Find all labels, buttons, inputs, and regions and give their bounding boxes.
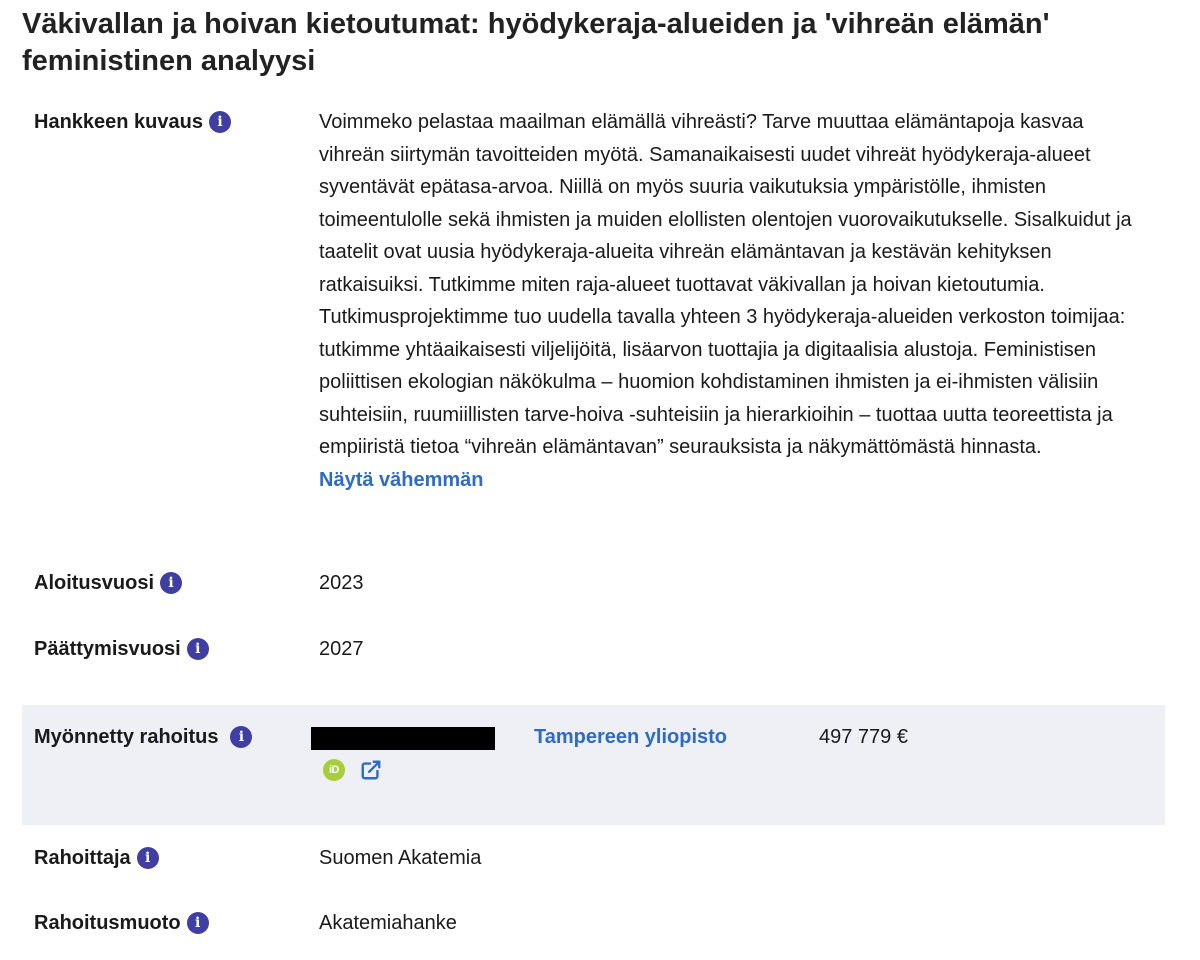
info-icon[interactable]: i [137,847,159,869]
funding-type-label [34,911,209,935]
end-year-value: 2027 [319,638,364,660]
start-year-label [34,571,182,595]
funder-label-text: Rahoittaja [34,847,131,869]
page-title: Väkivallan ja hoivan kietoutumat: hyödykeraja-alueiden ja 'vihreän elämän' feministinen analyysi [22,8,1050,77]
external-link-icon[interactable] [360,759,382,781]
description-label [34,110,231,134]
start-year-value: 2023 [319,572,364,594]
end-year-row [22,633,1165,673]
description-row [22,108,1165,538]
orcid-icon[interactable]: iD [323,759,345,781]
start-year-row [22,567,1165,607]
funding-type-label-text: Rahoitusmuoto [34,912,181,934]
funding-type-value: Akatemiahanke [319,912,457,934]
info-icon[interactable]: i [187,912,209,934]
redacted-name [311,727,495,750]
info-icon[interactable]: i [160,572,182,594]
funding-type-row [22,907,1165,947]
info-icon[interactable]: i [209,111,231,133]
end-year-label [34,637,209,661]
funding-label-text: Myönnetty rahoitus [34,726,219,748]
description-text: Voimmeko pelastaa maailman elämällä vihreästi? Tarve muuttaa elämäntapoja kasvaa vihreän siirtymän tavoitteiden myötä. Samanaikaisesti uudet vihreät hyödykeraja-alueet syventävät epätasa-arvoa. Niillä on myös suuria vaikutuksia ympäristölle, ihmisten toimeentulolle sekä ihmisten ja muiden elollisten olentojen vuorovaikutukselle. Sisalkuidut ja taatelit ovat uusia hyödykeraja-alueita vihreän elämäntavan ja kestävän kehityksen ratkaisuiksi. Tutkimme miten raja-alueet tuottavat väkivallan ja hoivan kietoutumia. Tutkimusprojektimme tuo uudella tavalla yhteen 3 hyödykeraja-alueiden verkoston toimijaa: tutkimme yhtäaikaisesti viljelijöitä, lisäarvon tuottajia ja digitaalisia alustoja. Feministisen poliittisen ekologian näkökulma – huomion kohdistaminen ihmisten ja ei-ihmisten välisiin suhteisiin, ruumiillisten tarve-hoiva -suhteisiin ja hierarkioihin – tuottaa uutta teoreettista ja empiiristä tietoa “vihreän elämäntavan” seurauksista ja näkymättömästä hinnasta. [319,111,1132,458]
funding-amount: 497 779 € [819,726,908,748]
description-label-text: Hankkeen kuvaus [34,111,203,133]
show-less-link[interactable]: Näytä vähemmän [319,468,484,491]
funder-label [34,846,159,870]
end-year-label-text: Päättymisvuosi [34,638,181,660]
info-icon[interactable]: i [230,726,252,748]
funder-row [22,842,1165,882]
description-text-block [319,106,1144,496]
funding-label [34,725,252,749]
funding-row [22,705,1165,825]
info-icon[interactable]: i [187,638,209,660]
organization-link[interactable]: Tampereen yliopisto [534,726,728,748]
funder-value: Suomen Akatemia [319,847,482,869]
start-year-label-text: Aloitusvuosi [34,572,155,594]
